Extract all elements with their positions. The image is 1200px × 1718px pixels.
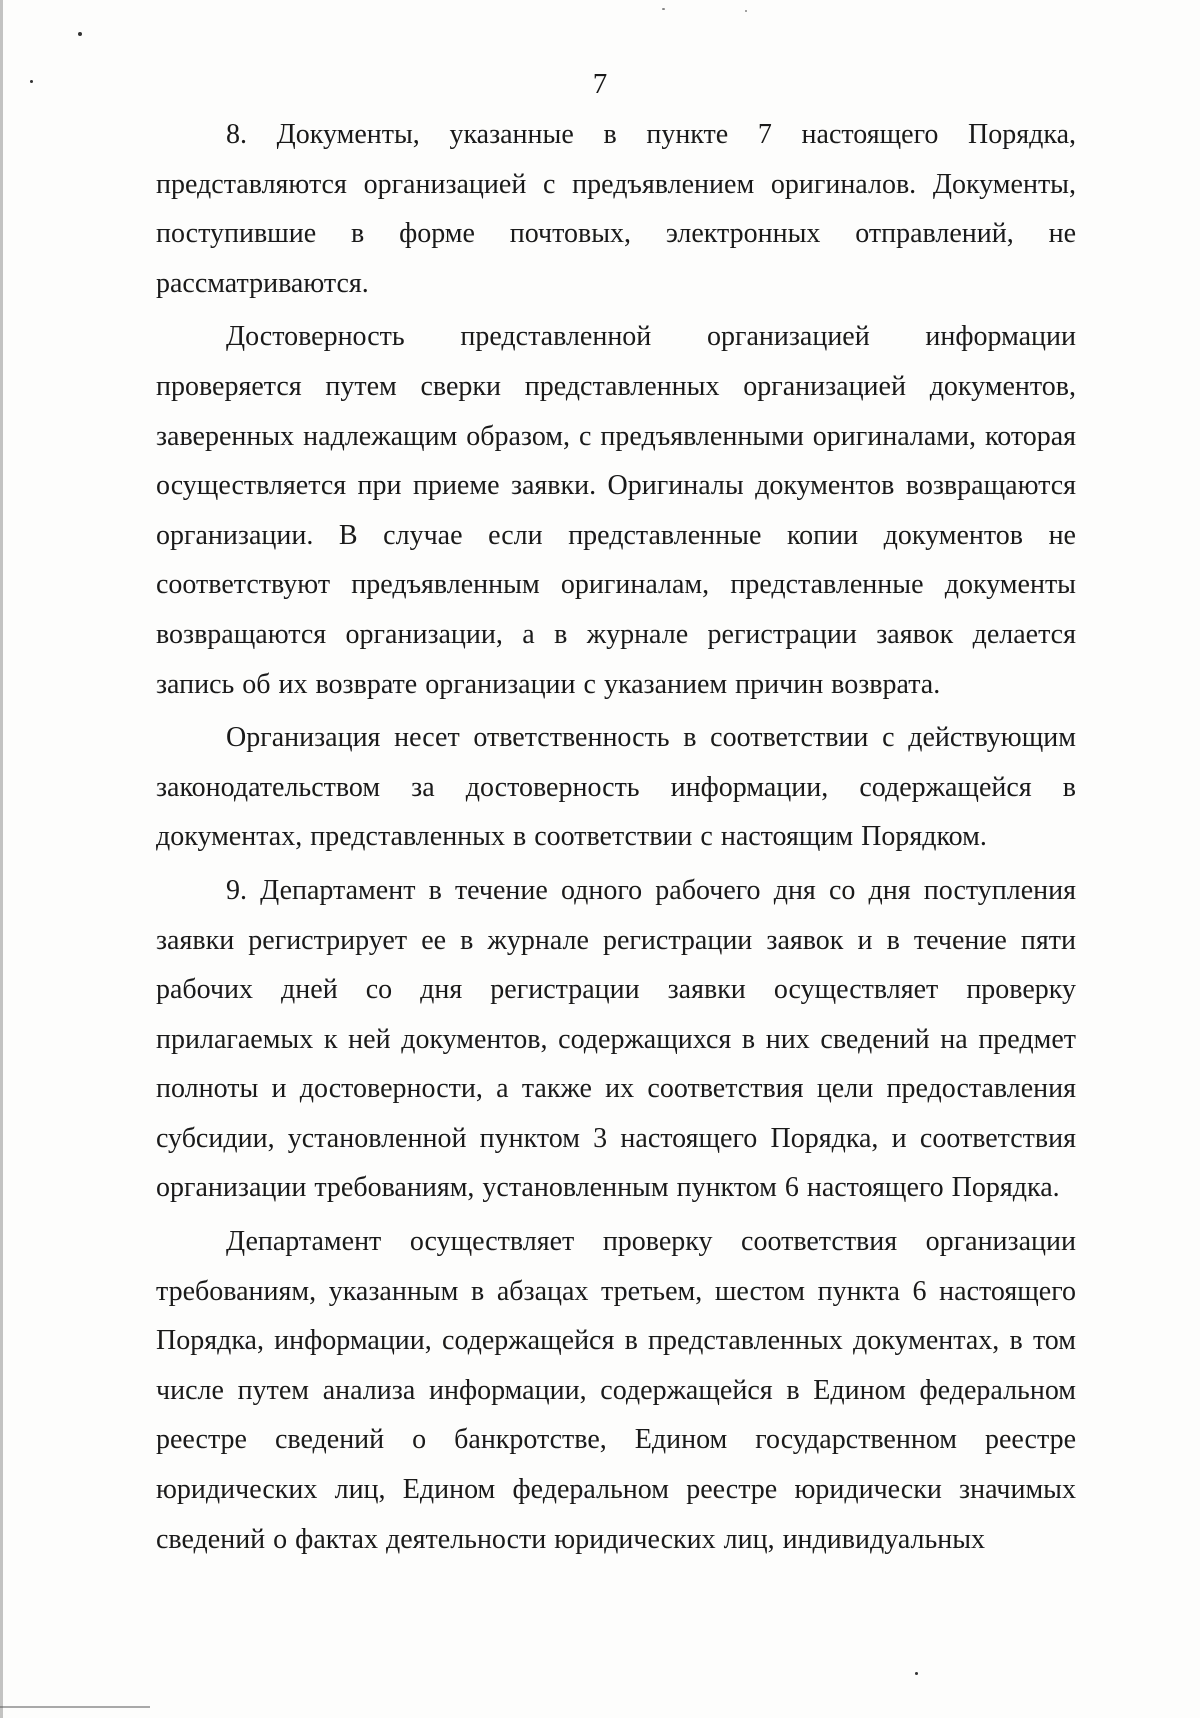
paragraph-verification: Достоверность представленной организацией информации проверяется путем сверки представленных организацией документов, заверенных надлежащим образом, с предъявленными оригиналами, которая осуществляется при приеме заявки. Оригиналы документов возвращаются организации. В случае если представленные копии документов не соответствуют предъявленным оригиналам, представленные документы возвращаются организации, а в журнале регистрации заявок делается запись об их возврате организации с указанием причин возврата.: [156, 321, 1076, 700]
scan-left-edge: [0, 0, 3, 1718]
paragraph-9: 9. Департамент в течение одного рабочего дня со дня поступления заявки регистрирует ее в журнале регистрации заявок и в течение пяти рабочих дней со дня регистрации заявки осуществляет проверку прилагаемых к ней документов, содержащихся в них сведений на предмет полноты и достоверности, а также их соответствия цели предоставления субсидии, установленной пунктом 3 настоящего Порядка, и соответствия организации требованиям, установленным пунктом 6 настоящего Порядка.: [156, 874, 1076, 1204]
scan-speck: [745, 10, 747, 12]
paragraph-responsibility: Организация несет ответственность в соответствии с действующим законодательством за достоверность информации, содержащейся в документах, представленных в соответствии с настоящим Порядком.: [156, 722, 1076, 853]
paragraph-8: 8. Документы, указанные в пункте 7 настоящего Порядка, представляются организацией с предъявлением оригиналов. Документы, поступившие в форме почтовых, электронных отправлений, не рассматриваются.: [156, 119, 1076, 299]
scan-speck: [78, 32, 82, 36]
scan-bottom-mark: [0, 1706, 150, 1708]
body-text: [156, 110, 1076, 1564]
scan-speck: [915, 1672, 918, 1675]
paragraph-department-check: Департамент осуществляет проверку соответствия организации требованиям, указанным в абзацах третьем, шестом пункта 6 настоящего Порядка, информации, содержащейся в представленных документах, в том числе путем анализа информации, содержащейся в Едином федеральном реестре сведений о банкротстве, Едином государственном реестре юридических лиц, Едином федеральном реестре юридически значимых сведений о фактах деятельности юридических лиц, индивидуальных: [156, 1226, 1076, 1555]
scan-speck: [662, 8, 665, 10]
page-number: 7: [592, 68, 608, 100]
